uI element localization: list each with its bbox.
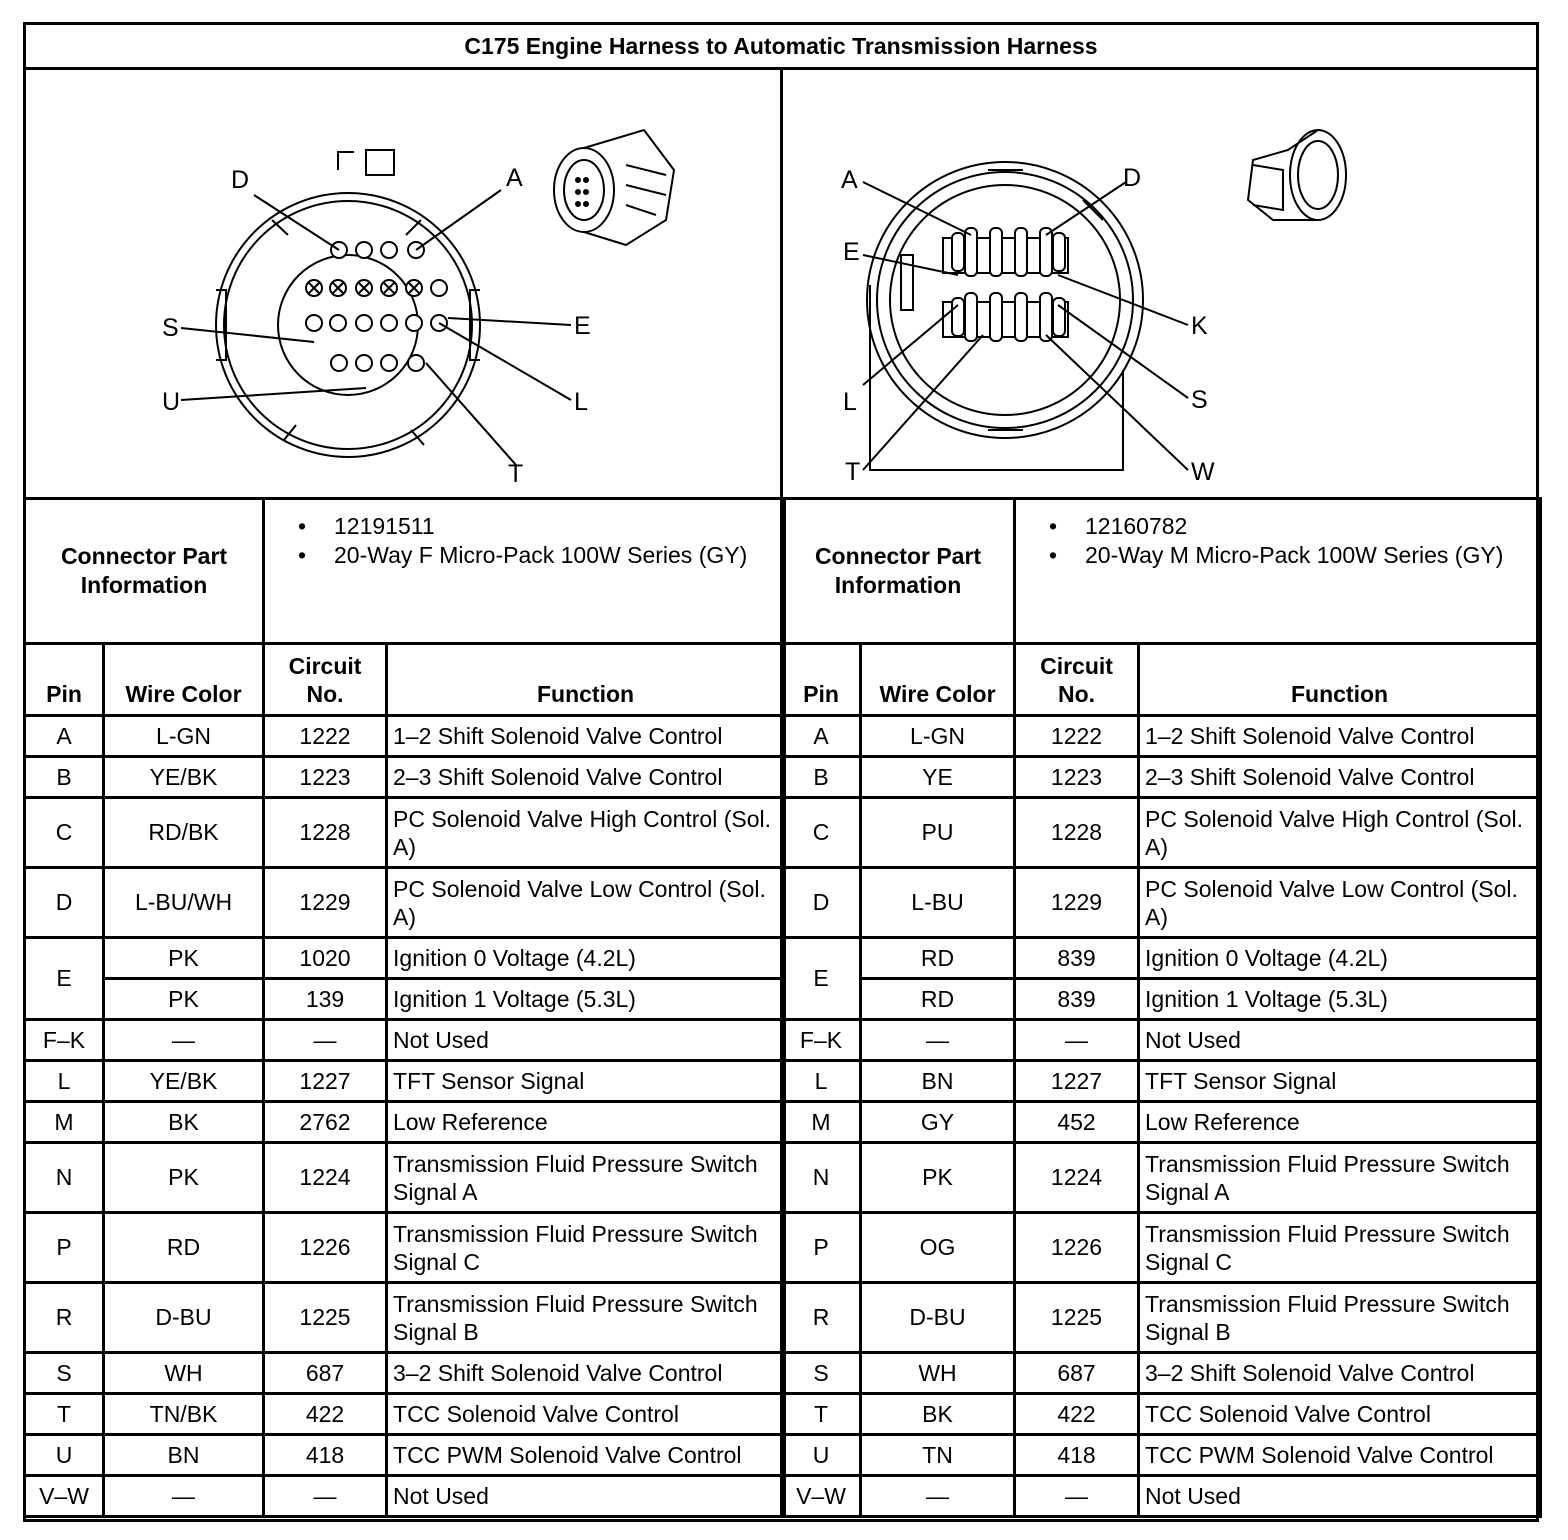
function-cell: PC Solenoid Valve Low Control (Sol. A) (387, 868, 785, 938)
pin-cell: N (25, 1143, 104, 1213)
function-cell: 3–2 Shift Solenoid Valve Control (1139, 1353, 1541, 1394)
circuit-cell: 1227 (264, 1061, 387, 1102)
function-cell: TFT Sensor Signal (1139, 1061, 1541, 1102)
left-connector-diagram (26, 70, 783, 500)
table-row (25, 716, 785, 757)
part-number-item: • 12191511 (270, 512, 778, 541)
connector-info-label-cell (25, 499, 264, 644)
wire-color-cell: RD (861, 938, 1015, 979)
function-cell: Not Used (1139, 1020, 1541, 1061)
function-cell: Low Reference (1139, 1102, 1541, 1143)
bullet-icon: • (1048, 513, 1058, 539)
table-row (782, 1102, 1541, 1143)
wire-color-cell: — (861, 1476, 1015, 1517)
table-row (25, 868, 785, 938)
pin-cell: P (25, 1213, 104, 1283)
function-cell: 1–2 Shift Solenoid Valve Control (387, 716, 785, 757)
pin-cell: V–W (782, 1476, 861, 1517)
label-e: E (843, 238, 860, 266)
header-function: Function (387, 644, 785, 716)
part-description-item: • 20-Way M Micro-Pack 100W Series (GY) (1021, 541, 1534, 570)
header-pin: Pin (25, 644, 104, 716)
function-cell: Ignition 1 Voltage (5.3L) (387, 979, 785, 1020)
function-cell: 2–3 Shift Solenoid Valve Control (387, 757, 785, 798)
table-row (25, 1020, 785, 1061)
pin-cell: U (25, 1435, 104, 1476)
pin-cell: T (25, 1394, 104, 1435)
function-cell: TCC Solenoid Valve Control (1139, 1394, 1541, 1435)
pin-cell: L (25, 1061, 104, 1102)
circuit-cell: — (1015, 1476, 1139, 1517)
table-row (25, 1213, 785, 1283)
pin-cell: V–W (25, 1476, 104, 1517)
circuit-cell: 1020 (264, 938, 387, 979)
circuit-cell: 418 (1015, 1435, 1139, 1476)
circuit-cell: 1229 (264, 868, 387, 938)
table-row (25, 1143, 785, 1213)
pin-cell: P (782, 1213, 861, 1283)
circuit-cell: 1224 (1015, 1143, 1139, 1213)
wire-color-cell: GY (861, 1102, 1015, 1143)
table-row (25, 1394, 785, 1435)
table-row (25, 1476, 785, 1517)
pin-cell: D (782, 868, 861, 938)
function-cell: TCC PWM Solenoid Valve Control (387, 1435, 785, 1476)
wire-color-cell: PU (861, 798, 1015, 868)
part-number-item: • 12160782 (1021, 512, 1534, 541)
function-cell: TCC Solenoid Valve Control (387, 1394, 785, 1435)
pin-cell: L (782, 1061, 861, 1102)
circuit-cell: 1226 (1015, 1213, 1139, 1283)
wire-color-cell: L-GN (104, 716, 264, 757)
table-row (25, 1435, 785, 1476)
function-cell: Not Used (387, 1020, 785, 1061)
function-cell: PC Solenoid Valve High Control (Sol. A) (387, 798, 785, 868)
table-header-row (782, 644, 1541, 716)
table-row (782, 1353, 1541, 1394)
connector-part-info (264, 499, 785, 644)
circuit-cell: 1227 (1015, 1061, 1139, 1102)
table-row (782, 1435, 1541, 1476)
pin-cell: M (782, 1102, 861, 1143)
wire-color-cell: YE/BK (104, 757, 264, 798)
connector-info-label: Connector Part Information (814, 543, 982, 598)
wire-color-cell: — (104, 1020, 264, 1061)
pin-cell: U (782, 1435, 861, 1476)
male-connector-face-drawing (783, 70, 1533, 500)
circuit-cell: 1226 (264, 1213, 387, 1283)
right-connector-table (780, 497, 1542, 1518)
wire-color-cell: TN (861, 1435, 1015, 1476)
circuit-cell: 1225 (1015, 1283, 1139, 1353)
circuit-cell: 1228 (264, 798, 387, 868)
label-l: L (843, 388, 857, 416)
wire-color-cell: RD/BK (104, 798, 264, 868)
wire-color-cell: OG (861, 1213, 1015, 1283)
wire-color-cell: PK (104, 1143, 264, 1213)
circuit-cell: 2762 (264, 1102, 387, 1143)
circuit-cell: 1222 (264, 716, 387, 757)
circuit-cell: — (264, 1020, 387, 1061)
pin-cell: A (25, 716, 104, 757)
pin-cell: E (782, 938, 861, 1020)
circuit-cell: 1224 (264, 1143, 387, 1213)
circuit-cell: 452 (1015, 1102, 1139, 1143)
connector-thumbnail-icon (1248, 130, 1346, 220)
wire-color-cell: PK (104, 938, 264, 979)
table-row (25, 1061, 785, 1102)
page-title: C175 Engine Harness to Automatic Transmission Harness (26, 25, 1536, 70)
wire-color-cell: PK (104, 979, 264, 1020)
header-pin: Pin (782, 644, 861, 716)
wire-color-cell: D-BU (861, 1283, 1015, 1353)
table-row (782, 798, 1541, 868)
wire-color-cell: — (861, 1020, 1015, 1061)
pin-cell: T (782, 1394, 861, 1435)
pin-cell: N (782, 1143, 861, 1213)
table-row (782, 1061, 1541, 1102)
circuit-cell: 422 (264, 1394, 387, 1435)
function-cell: Transmission Fluid Pressure Switch Signal B (387, 1283, 785, 1353)
wire-color-cell: L-BU (861, 868, 1015, 938)
header-function: Function (1139, 644, 1541, 716)
wire-color-cell: BK (104, 1102, 264, 1143)
bullet-icon: • (297, 513, 307, 539)
wire-color-cell: WH (861, 1353, 1015, 1394)
wire-color-cell: RD (861, 979, 1015, 1020)
pin-cell: F–K (25, 1020, 104, 1061)
pin-cell: F–K (782, 1020, 861, 1061)
left-connector-table (23, 497, 786, 1518)
table-row (782, 1143, 1541, 1213)
function-cell: PC Solenoid Valve Low Control (Sol. A) (1139, 868, 1541, 938)
table-row (782, 1476, 1541, 1517)
callout-leaders (181, 190, 571, 465)
function-cell: 1–2 Shift Solenoid Valve Control (1139, 716, 1541, 757)
pin-cell: R (782, 1283, 861, 1353)
pin-cell: C (25, 798, 104, 868)
pin-cell: B (25, 757, 104, 798)
circuit-cell: 1229 (1015, 868, 1139, 938)
wire-color-cell: RD (104, 1213, 264, 1283)
function-cell: Transmission Fluid Pressure Switch Signal A (387, 1143, 785, 1213)
function-cell: Not Used (1139, 1476, 1541, 1517)
right-connector-diagram (783, 70, 1536, 500)
table-row (782, 938, 1541, 979)
wire-color-cell: BK (861, 1394, 1015, 1435)
pin-cell: S (782, 1353, 861, 1394)
pin-cell: R (25, 1283, 104, 1353)
label-k: K (1191, 312, 1208, 340)
connector-part-info (1015, 499, 1541, 644)
function-cell: Transmission Fluid Pressure Switch Signal C (1139, 1213, 1541, 1283)
bullet-icon: • (1048, 542, 1058, 568)
header-circuit-no: Circuit No. (1015, 644, 1139, 716)
pin-cell: C (782, 798, 861, 868)
pin-cell: B (782, 757, 861, 798)
table-row (25, 979, 785, 1020)
label-s: S (162, 314, 179, 342)
function-cell: Not Used (387, 1476, 785, 1517)
table-row (25, 798, 785, 868)
label-a: A (841, 166, 858, 194)
label-d: D (231, 166, 250, 194)
table-row (782, 1283, 1541, 1353)
pin-cell: E (25, 938, 104, 1020)
female-connector-face-drawing (26, 70, 780, 500)
wire-color-cell: D-BU (104, 1283, 264, 1353)
label-s: S (1191, 386, 1208, 414)
circuit-cell: 839 (1015, 979, 1139, 1020)
wire-color-cell: YE (861, 757, 1015, 798)
table-row (782, 757, 1541, 798)
circuit-cell: — (264, 1476, 387, 1517)
connector-info-label: Connector Part Information (60, 543, 228, 598)
circuit-cell: 422 (1015, 1394, 1139, 1435)
pin-cell: D (25, 868, 104, 938)
circuit-cell: 687 (1015, 1353, 1139, 1394)
wire-color-cell: YE/BK (104, 1061, 264, 1102)
table-row (782, 1213, 1541, 1283)
circuit-cell: 839 (1015, 938, 1139, 979)
wire-color-cell: BN (861, 1061, 1015, 1102)
circuit-cell: 418 (264, 1435, 387, 1476)
label-l: L (574, 388, 588, 416)
wire-color-cell: WH (104, 1353, 264, 1394)
label-d: D (1123, 164, 1142, 192)
part-description-item: • 20-Way F Micro-Pack 100W Series (GY) (270, 541, 778, 570)
connector-thumbnail-icon (554, 130, 674, 245)
circuit-cell: 1225 (264, 1283, 387, 1353)
function-cell: 2–3 Shift Solenoid Valve Control (1139, 757, 1541, 798)
table-header-row (25, 644, 785, 716)
circuit-cell: 687 (264, 1353, 387, 1394)
table-row (782, 1394, 1541, 1435)
header-wire-color: Wire Color (861, 644, 1015, 716)
left-table-body (25, 716, 785, 1517)
wire-color-cell: TN/BK (104, 1394, 264, 1435)
function-cell: Ignition 0 Voltage (4.2L) (1139, 938, 1541, 979)
table-row (782, 979, 1541, 1020)
right-table-body (782, 716, 1541, 1517)
table-row (782, 716, 1541, 757)
header-wire-color: Wire Color (104, 644, 264, 716)
circuit-cell: 139 (264, 979, 387, 1020)
function-cell: Transmission Fluid Pressure Switch Signal A (1139, 1143, 1541, 1213)
table-row (25, 1102, 785, 1143)
table-row (25, 938, 785, 979)
function-cell: TCC PWM Solenoid Valve Control (1139, 1435, 1541, 1476)
label-w: W (1191, 458, 1215, 486)
wire-color-cell: BN (104, 1435, 264, 1476)
wire-color-cell: PK (861, 1143, 1015, 1213)
connector-info-label-cell (782, 499, 1015, 644)
function-cell: Low Reference (387, 1102, 785, 1143)
table-row (25, 757, 785, 798)
function-cell: Ignition 1 Voltage (5.3L) (1139, 979, 1541, 1020)
circuit-cell: — (1015, 1020, 1139, 1061)
pin-cell: M (25, 1102, 104, 1143)
function-cell: 3–2 Shift Solenoid Valve Control (387, 1353, 785, 1394)
label-e: E (574, 312, 591, 340)
wire-color-cell: L-BU/WH (104, 868, 264, 938)
table-row (25, 1353, 785, 1394)
circuit-cell: 1222 (1015, 716, 1139, 757)
label-a: A (506, 164, 523, 192)
function-cell: Transmission Fluid Pressure Switch Signal C (387, 1213, 785, 1283)
label-u: U (162, 388, 181, 416)
wire-color-cell: L-GN (861, 716, 1015, 757)
pin-cell: S (25, 1353, 104, 1394)
label-t: T (845, 458, 861, 486)
function-cell: PC Solenoid Valve High Control (Sol. A) (1139, 798, 1541, 868)
circuit-cell: 1223 (1015, 757, 1139, 798)
harness-document (23, 22, 1539, 1522)
pin-blades (952, 228, 1065, 341)
circuit-cell: 1228 (1015, 798, 1139, 868)
function-cell: Ignition 0 Voltage (4.2L) (387, 938, 785, 979)
table-row (25, 1283, 785, 1353)
circuit-cell: 1223 (264, 757, 387, 798)
wire-color-cell: — (104, 1476, 264, 1517)
table-row (782, 868, 1541, 938)
bullet-icon: • (297, 542, 307, 568)
function-cell: TFT Sensor Signal (387, 1061, 785, 1102)
table-row (782, 1020, 1541, 1061)
pin-cell: A (782, 716, 861, 757)
header-circuit-no: Circuit No. (264, 644, 387, 716)
label-t: T (508, 460, 524, 488)
function-cell: Transmission Fluid Pressure Switch Signal B (1139, 1283, 1541, 1353)
